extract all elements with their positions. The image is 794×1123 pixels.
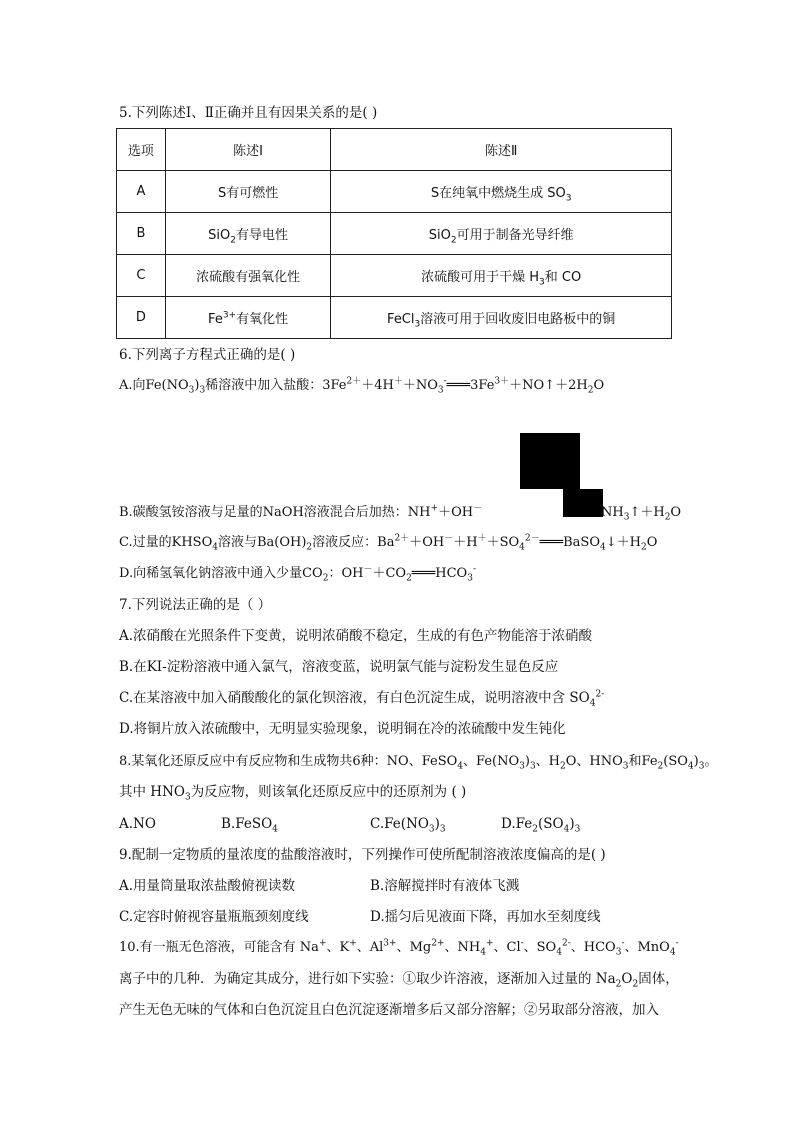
q10-stem-line-1: 10.有一瓶无色溶液，可能含有 Na+、K+、$Al^{3+}$、$Mg^{2+}$、$NH_4^+$、Cl-、$SO_4^{2-}$、$HCO_3^-$、MnO$_4$- bbox=[119, 938, 679, 958]
row-statement-1: S有可燃性 bbox=[165, 171, 330, 213]
q6-stem: 6.下列离子方程式正确的是( ) bbox=[119, 347, 296, 363]
header-statement-2: 陈述Ⅱ bbox=[331, 129, 672, 171]
table-row bbox=[117, 171, 672, 213]
q8-option-d: $D.Fe_2(SO_4)_3$ bbox=[501, 816, 581, 835]
q6-option-b-product: $NH_3↑+H_2O$ bbox=[601, 505, 682, 523]
q10-stem-line-2: 离子中的几种．为确定其成分，进行如下实验：①取少许溶液，逐渐加入过量的 $Na_2O_2$固体， bbox=[119, 971, 679, 990]
q9-option-a: A.用量筒量取浓盐酸俯视读数 bbox=[119, 878, 296, 894]
table-header-row bbox=[117, 129, 672, 171]
q10-stem-line-3: 产生无色无味的气体和白色沉淀且白色沉淀逐渐增多后又部分溶解；②另取部分溶液，加入 bbox=[119, 1002, 659, 1018]
table-row bbox=[117, 297, 672, 339]
q7-option-d: D.将铜片放入浓硫酸中，无明显实验现象，说明铜在冷的浓硫酸中发生钝化 bbox=[119, 721, 566, 737]
table-row bbox=[117, 255, 672, 297]
q8-option-c: $C.Fe(NO_3)_3$ bbox=[370, 816, 446, 835]
q8-option-a: A.NO bbox=[119, 816, 156, 832]
q6-option-d: D.向稀氢氧化钠溶液中通入少量$CO_2$：$OH^-+CO_2═══HCO_3^-$ bbox=[119, 564, 476, 584]
q9-option-d: D.摇匀后见液面下降，再加水至刻度线 bbox=[370, 909, 601, 925]
row-option: C bbox=[117, 255, 166, 297]
q8-option-b: B.FeSO$_4$ bbox=[221, 816, 278, 835]
q7-option-a: A.浓硝酸在光照条件下变黄，说明浓硝酸不稳定，生成的有色产物能溶于浓硝酸 bbox=[119, 628, 593, 644]
header-option: 选项 bbox=[117, 129, 166, 171]
row-statement-1: 浓硫酸有强氧化性 bbox=[165, 255, 330, 297]
q9-stem: 9.配制一定物质的量浓度的盐酸溶液时，下列操作可使所配制溶液浓度偏高的是( ) bbox=[119, 847, 606, 863]
row-option: B bbox=[117, 213, 166, 255]
q9-option-b: B.溶解搅拌时有液体飞溅 bbox=[370, 878, 520, 894]
row-option: D bbox=[117, 297, 166, 339]
q8-stem-line-2: 其中 $HNO_3$为反应物，则该氧化还原反应中的还原剂为 ( ) bbox=[119, 784, 467, 803]
q9-option-c: C.定容时俯视容量瓶瓶颈刻度线 bbox=[119, 909, 309, 925]
row-statement-1: SiO$_2$有导电性 bbox=[165, 213, 330, 255]
q6-option-c: C.过量的$KHSO_4$溶液与$Ba(OH)_2$溶液反应：$Ba^{2+}+OH^-+H^++SO_4^{2-}═══BaSO_4↓+H_2O$ bbox=[119, 533, 658, 553]
q5-stem: 5.下列陈述Ⅰ、Ⅱ正确并且有因果关系的是( ) bbox=[119, 105, 378, 121]
redaction-block bbox=[520, 433, 580, 489]
row-option: A bbox=[117, 171, 166, 213]
q5-table bbox=[116, 128, 672, 339]
row-statement-2: 浓硫酸可用于干燥 $H_3$和 CO bbox=[331, 255, 672, 297]
header-statement-1: 陈述Ⅰ bbox=[165, 129, 330, 171]
q7-stem: 7.下列说法正确的是（ ） bbox=[119, 597, 272, 613]
row-statement-2: S在纯氧中燃烧生成 $SO_3$ bbox=[331, 171, 672, 213]
redaction-block bbox=[563, 489, 603, 517]
table-row bbox=[117, 213, 672, 255]
q7-option-b: B.在KI-淀粉溶液中通入氯气，溶液变蓝，说明氯气能与淀粉发生显色反应 bbox=[119, 659, 559, 675]
q6-option-b: B.碳酸氢铵溶液与足量的NaOH溶液混合后加热：NH+＋OH－ bbox=[119, 503, 483, 520]
q7-option-c: C.在某溶液中加入硝酸酸化的氯化钡溶液，有白色沉淀生成，说明溶液中含 $SO_4^{2-}$ bbox=[119, 689, 605, 709]
row-statement-2: FeCl$_3$溶液可用于回收废旧电路板中的铜 bbox=[331, 297, 672, 339]
row-statement-1: $Fe^{3+}$有氧化性 bbox=[165, 297, 330, 339]
row-statement-2: SiO$_2$可用于制备光导纤维 bbox=[331, 213, 672, 255]
q8-stem-line-1: 8.某氧化还原反应中有反应物和生成物共6种：NO、FeSO$_4$、$Fe(NO_3)_3$、$H_2O$、$HNO_3$和$Fe_2(SO_4)_3$。 bbox=[119, 754, 718, 772]
q6-option-a: A.向$Fe(NO_3)_3$稀溶液中加入盐酸：$3Fe^{2+}+4H^++NO_3^-═══3Fe^{3+}+NO↑+2H_2O$ bbox=[119, 376, 605, 396]
